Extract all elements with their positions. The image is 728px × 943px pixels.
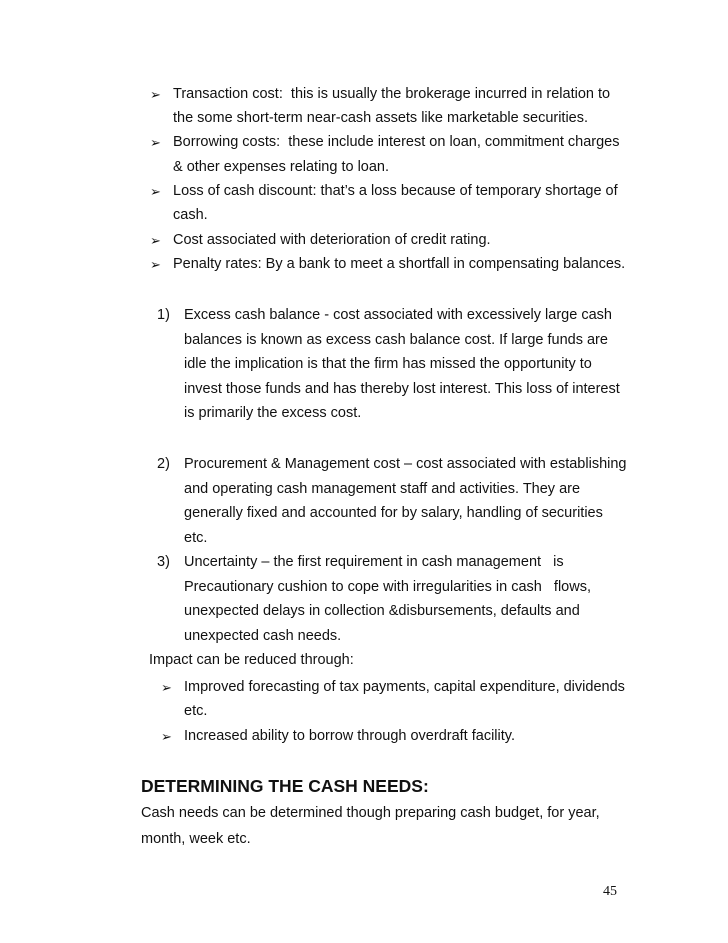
- section-heading: DETERMINING THE CASH NEEDS:: [141, 776, 429, 796]
- numbered-line: generally fixed and accounted for by salary, handling of securities: [184, 505, 603, 521]
- numbered-line: Precautionary cushion to cope with irregularities in cash flows,: [184, 579, 591, 595]
- bullet-line: the some short-term near-cash assets like marketable securities.: [173, 110, 589, 126]
- bullet-line: Penalty rates: By a bank to meet a shortfall in compensating balances.: [173, 256, 626, 272]
- impact-bullet-line: Increased ability to borrow through overdraft facility.: [184, 728, 515, 744]
- bullet-line: & other expenses relating to loan.: [173, 159, 390, 175]
- list-number: 2): [157, 456, 170, 472]
- page-number: 45: [603, 884, 617, 899]
- arrowhead-bullet-icon: ➢: [161, 680, 172, 695]
- numbered-line: unexpected cash needs.: [184, 628, 342, 644]
- numbered-line: unexpected delays in collection &disbursements, defaults and: [184, 603, 580, 619]
- numbered-line: balances is known as excess cash balance cost. If large funds are: [184, 332, 608, 348]
- impact-heading: Impact can be reduced through:: [149, 652, 354, 668]
- numbered-line: Uncertainty – the first requirement in cash management is: [184, 554, 564, 570]
- section-body-line: month, week etc.: [141, 831, 251, 847]
- bullet-line: Loss of cash discount: that’s a loss because of temporary shortage of: [173, 183, 618, 199]
- numbered-line: idle the implication is that the firm has missed the opportunity to: [184, 356, 592, 372]
- numbered-line: Procurement & Management cost – cost associated with establishing: [184, 456, 627, 472]
- arrowhead-bullet-icon: ➢: [150, 233, 161, 248]
- arrowhead-bullet-icon: ➢: [161, 729, 172, 744]
- list-number: 1): [157, 307, 170, 323]
- list-number: 3): [157, 554, 170, 570]
- arrowhead-bullet-icon: ➢: [150, 135, 161, 150]
- bullet-line: Transaction cost: this is usually the brokerage incurred in relation to: [173, 86, 611, 102]
- numbered-line: invest those funds and has thereby lost interest. This loss of interest: [184, 381, 620, 397]
- bullet-line: Borrowing costs: these include interest on loan, commitment charges: [173, 134, 620, 150]
- section-body-line: Cash needs can be determined though preparing cash budget, for year,: [141, 805, 600, 821]
- arrowhead-bullet-icon: ➢: [150, 257, 161, 272]
- numbered-line: Excess cash balance - cost associated with excessively large cash: [184, 307, 612, 323]
- numbered-line: etc.: [184, 530, 208, 546]
- impact-bullet-line: etc.: [184, 703, 208, 719]
- bullet-line: cash.: [173, 207, 208, 223]
- impact-bullet-line: Improved forecasting of tax payments, capital expenditure, dividends: [184, 679, 625, 695]
- numbered-line: is primarily the excess cost.: [184, 405, 362, 421]
- bullet-line: Cost associated with deterioration of credit rating.: [173, 232, 491, 248]
- arrowhead-bullet-icon: ➢: [150, 184, 161, 199]
- arrowhead-bullet-icon: ➢: [150, 87, 161, 102]
- numbered-line: and operating cash management staff and activities. They are: [184, 481, 581, 497]
